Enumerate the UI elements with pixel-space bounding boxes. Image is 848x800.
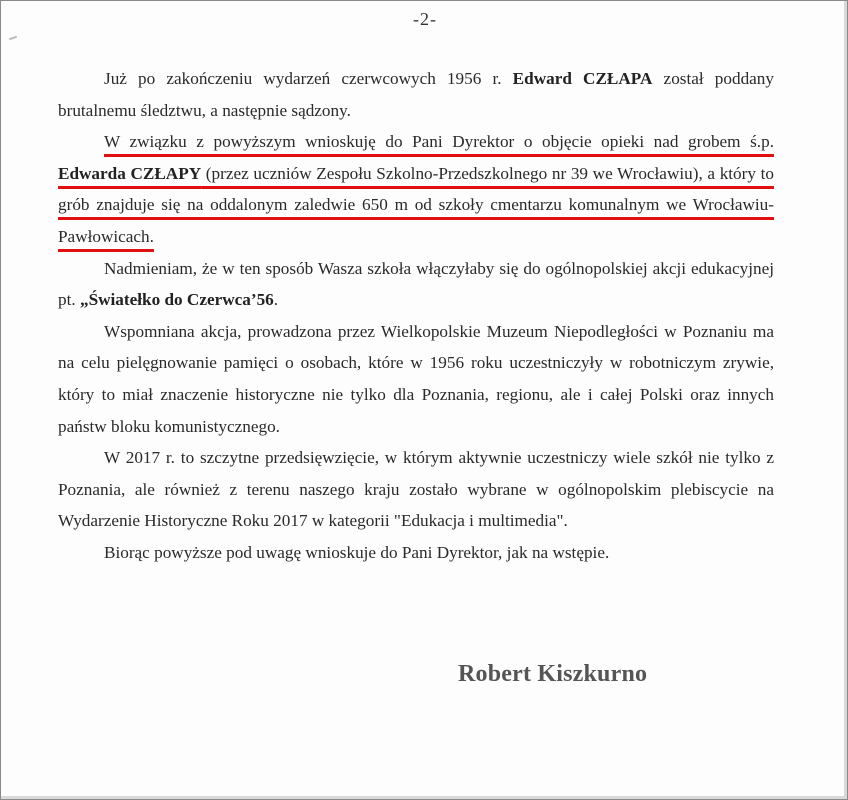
letter-body — [58, 63, 774, 569]
name-bold: Edwarda CZŁAPY — [58, 163, 202, 183]
scan-speck — [9, 36, 17, 41]
paragraph-3: Nadmieniam, że w ten sposób Wasza szkoła włączyłaby się do ogólnopolskiej akcji edukacyjnej pt. „Światełko do Czerwca’56. — [58, 258, 774, 310]
signature: Robert Kiszkurno — [458, 661, 648, 687]
paragraph-2-request — [58, 126, 774, 252]
name-bold: Edward CZŁAPA — [512, 69, 653, 88]
paragraph-5: W 2017 r. to szczytne przedsięwzięcie, w którym aktywnie uczestniczy wiele szkół nie tylko z Poznania, ale również z terenu naszego kraju zostało wybrane w ogólnopolskim plebiscycie na Wydarzenie Historyczne Roku 2017 w kategorii "Edukacja i multimedia". — [58, 448, 774, 531]
paragraph-4: Wspomniana akcja, prowadzona przez Wielkopolskie Muzeum Niepodległości w Poznaniu ma na celu pielęgnowanie pamięci o osobach, które w 1956 roku uczestniczyły w robotniczym zrywie, który to miał znaczenie historyczne nie tylko dla Poznania, regionu, ale i całej Polski oraz innych państw bloku komunistycznego. — [58, 321, 774, 436]
campaign-name-bold: „Światełko do Czerwca’56 — [79, 290, 274, 310]
underlined-request: W związku z powyższym wnioskuję do Pani Dyrektor o objęcie opieki nad grobem ś.p. Edwarda CZŁAPY (przez uczniów Zespołu Szkolno-Przedszkolnego nr 39 we Wrocławiu), a który to grób znajduje się na oddalonym zaledwie 650 m od szkoły cmentarzu komunalnym we Wrocławiu-Pawłowicach. — [58, 132, 774, 246]
paragraph-1: Już po zakończeniu wydarzeń czerwcowych 1956 r. Edward CZŁAPA został poddany brutalnemu śledztwu, a następnie sądzony. — [58, 69, 774, 120]
page-number: -2- — [413, 9, 437, 29]
paragraph-6: Biorąc powyższe pod uwagę wnioskuje do Pani Dyrektor, jak na wstępie. — [104, 542, 610, 562]
